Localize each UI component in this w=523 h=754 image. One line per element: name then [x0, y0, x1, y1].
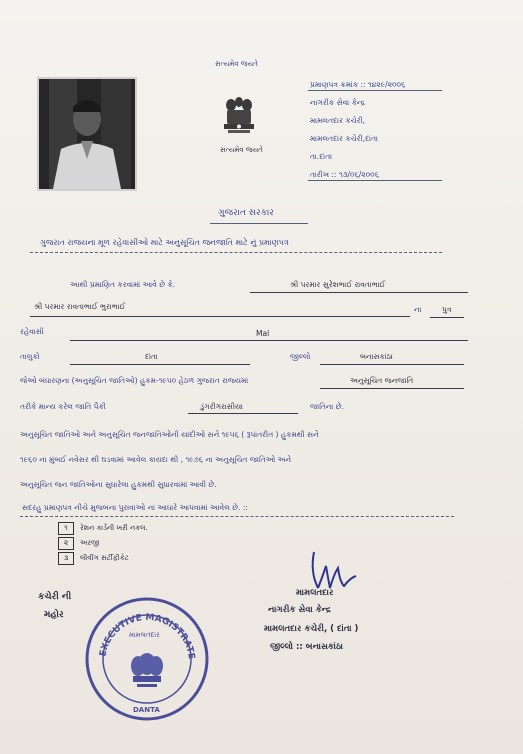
office-line-2: મામલતદાર કચેરી,	[310, 116, 366, 125]
documents-heading: સદરહુ પ્રમાણપત્ર નીચે મુજબના પુરાવાઓ ના આધારે આપવામાં આવેલ છે. ::	[22, 503, 248, 512]
signatory-place: મામલતદાર કચેરી, ( દાંતા )	[264, 624, 359, 634]
relation-label: ના	[414, 305, 422, 314]
holder-name: શ્રી પરમાર સુરેશભાઈ રાવતાભાઈ	[290, 280, 386, 289]
body-line-list-3: અનુસૂચિત જન જાતિઓના સુધારેલા હુકમથી સુધારવામાં આવી છે.	[20, 480, 217, 489]
executive-magistrate-stamp	[83, 596, 211, 726]
holder-photo	[37, 77, 137, 191]
motto: સત્યમેવ જયતે	[215, 60, 258, 68]
body-line-constitution: જેઓ બંધારણના (અનુસૂચિત જાતિઓ) હુકમ-૧૯૫૦ હેઠળ ગુજરાત રાજયમાં	[20, 376, 249, 385]
residence-value: Mal	[256, 329, 270, 338]
document-item-2: ૨ અરજી	[58, 537, 99, 550]
government-title: ગુજરાત સરકાર	[218, 208, 274, 218]
body-intro: આથી પ્રમાણિત કરવામાં આવે છે કે.	[70, 280, 176, 289]
office-line-3: મામલતદાર કચેરી,દાંતા	[310, 134, 378, 143]
reference-number: પ્રમાણપત્ર ક્રમાંક :: ૧૪૨૯/૨૦૦૬	[310, 80, 406, 89]
taluka-label: તાલુકો	[20, 352, 40, 361]
district-label: જીલ્લો	[290, 352, 311, 361]
signatory-office: નાગરીક સેવા કેન્દ્ર	[268, 605, 331, 615]
office-line-1: નાગરીક સેવા કેન્દ્ર	[310, 98, 366, 107]
signatory-district: જીલ્લો :: બનાસકાંઠા	[270, 642, 344, 652]
body-line-recognized: તરીકે માન્ય કરેલ જાતિ પૈકી	[20, 402, 106, 411]
document-item-3: ૩ લીવીંગ સર્ટીફીકેટ	[58, 552, 129, 565]
seal-label-2: મહોર	[44, 610, 64, 620]
father-name: શ્રી પરમાર રાવતાભાઈ ભુરાભાઈ	[34, 302, 126, 311]
scheduled-tribe: અનુસૂચિત જનજાતિ	[350, 376, 414, 385]
tribe-name: ડુંગરીગરાસીયા	[200, 402, 244, 411]
body-line-list-2: ૧૯૬૦ ના મુંબઈ નવેસર થી ઘડવામાં આવેલ કાયદા થી , ૧૯૭૬ ના અનુસૂચિત જાતિઓ અને	[20, 455, 292, 464]
stamp-inner-label: મામલતદાર	[129, 631, 160, 639]
issue-date: તારીખ :: ૧૩/૦૬/૨૦૦૬	[310, 170, 379, 179]
seal-label-1: કચેરી ની	[38, 592, 72, 602]
taluka-value: દાંતા	[145, 352, 158, 361]
stamp-bottom-label: DANTA	[133, 706, 160, 714]
residence-label: રહેવાસી	[20, 327, 44, 336]
body-line-list-1: અનુસૂચિત જાતિઓ અને અનુસૂચિત જનજાતિઓની યાદીઓ સને ૧૯૫૬ ( રૂપાંતરીત ) હુકમથી સને	[20, 430, 319, 439]
body-line-recognized-end: જાતિના છે.	[310, 402, 344, 411]
district-value: બનાસકાંઠા	[360, 352, 393, 361]
certificate-title: ગુજરાત રાજયના મૂળ રહેવાસીઓ માટે અનુસૂચિત જનજાતિ માટે નું પ્રમાણપત્ર	[40, 238, 289, 247]
office-line-4: તા.દાંતા	[310, 152, 333, 161]
relation-value: પુત્ર	[442, 305, 452, 314]
svg-text:EXECUTIVE MAGISTRATE: EXECUTIVE MAGISTRATE	[98, 612, 196, 660]
signatory-title: મામલતદાર	[296, 588, 334, 598]
state-emblem-icon	[218, 94, 260, 148]
emblem-motto: સત્યમેવ જયતે	[220, 146, 263, 154]
document-item-1: ૧ રેશન કાર્ડની ખરી નકલ.	[58, 522, 148, 535]
